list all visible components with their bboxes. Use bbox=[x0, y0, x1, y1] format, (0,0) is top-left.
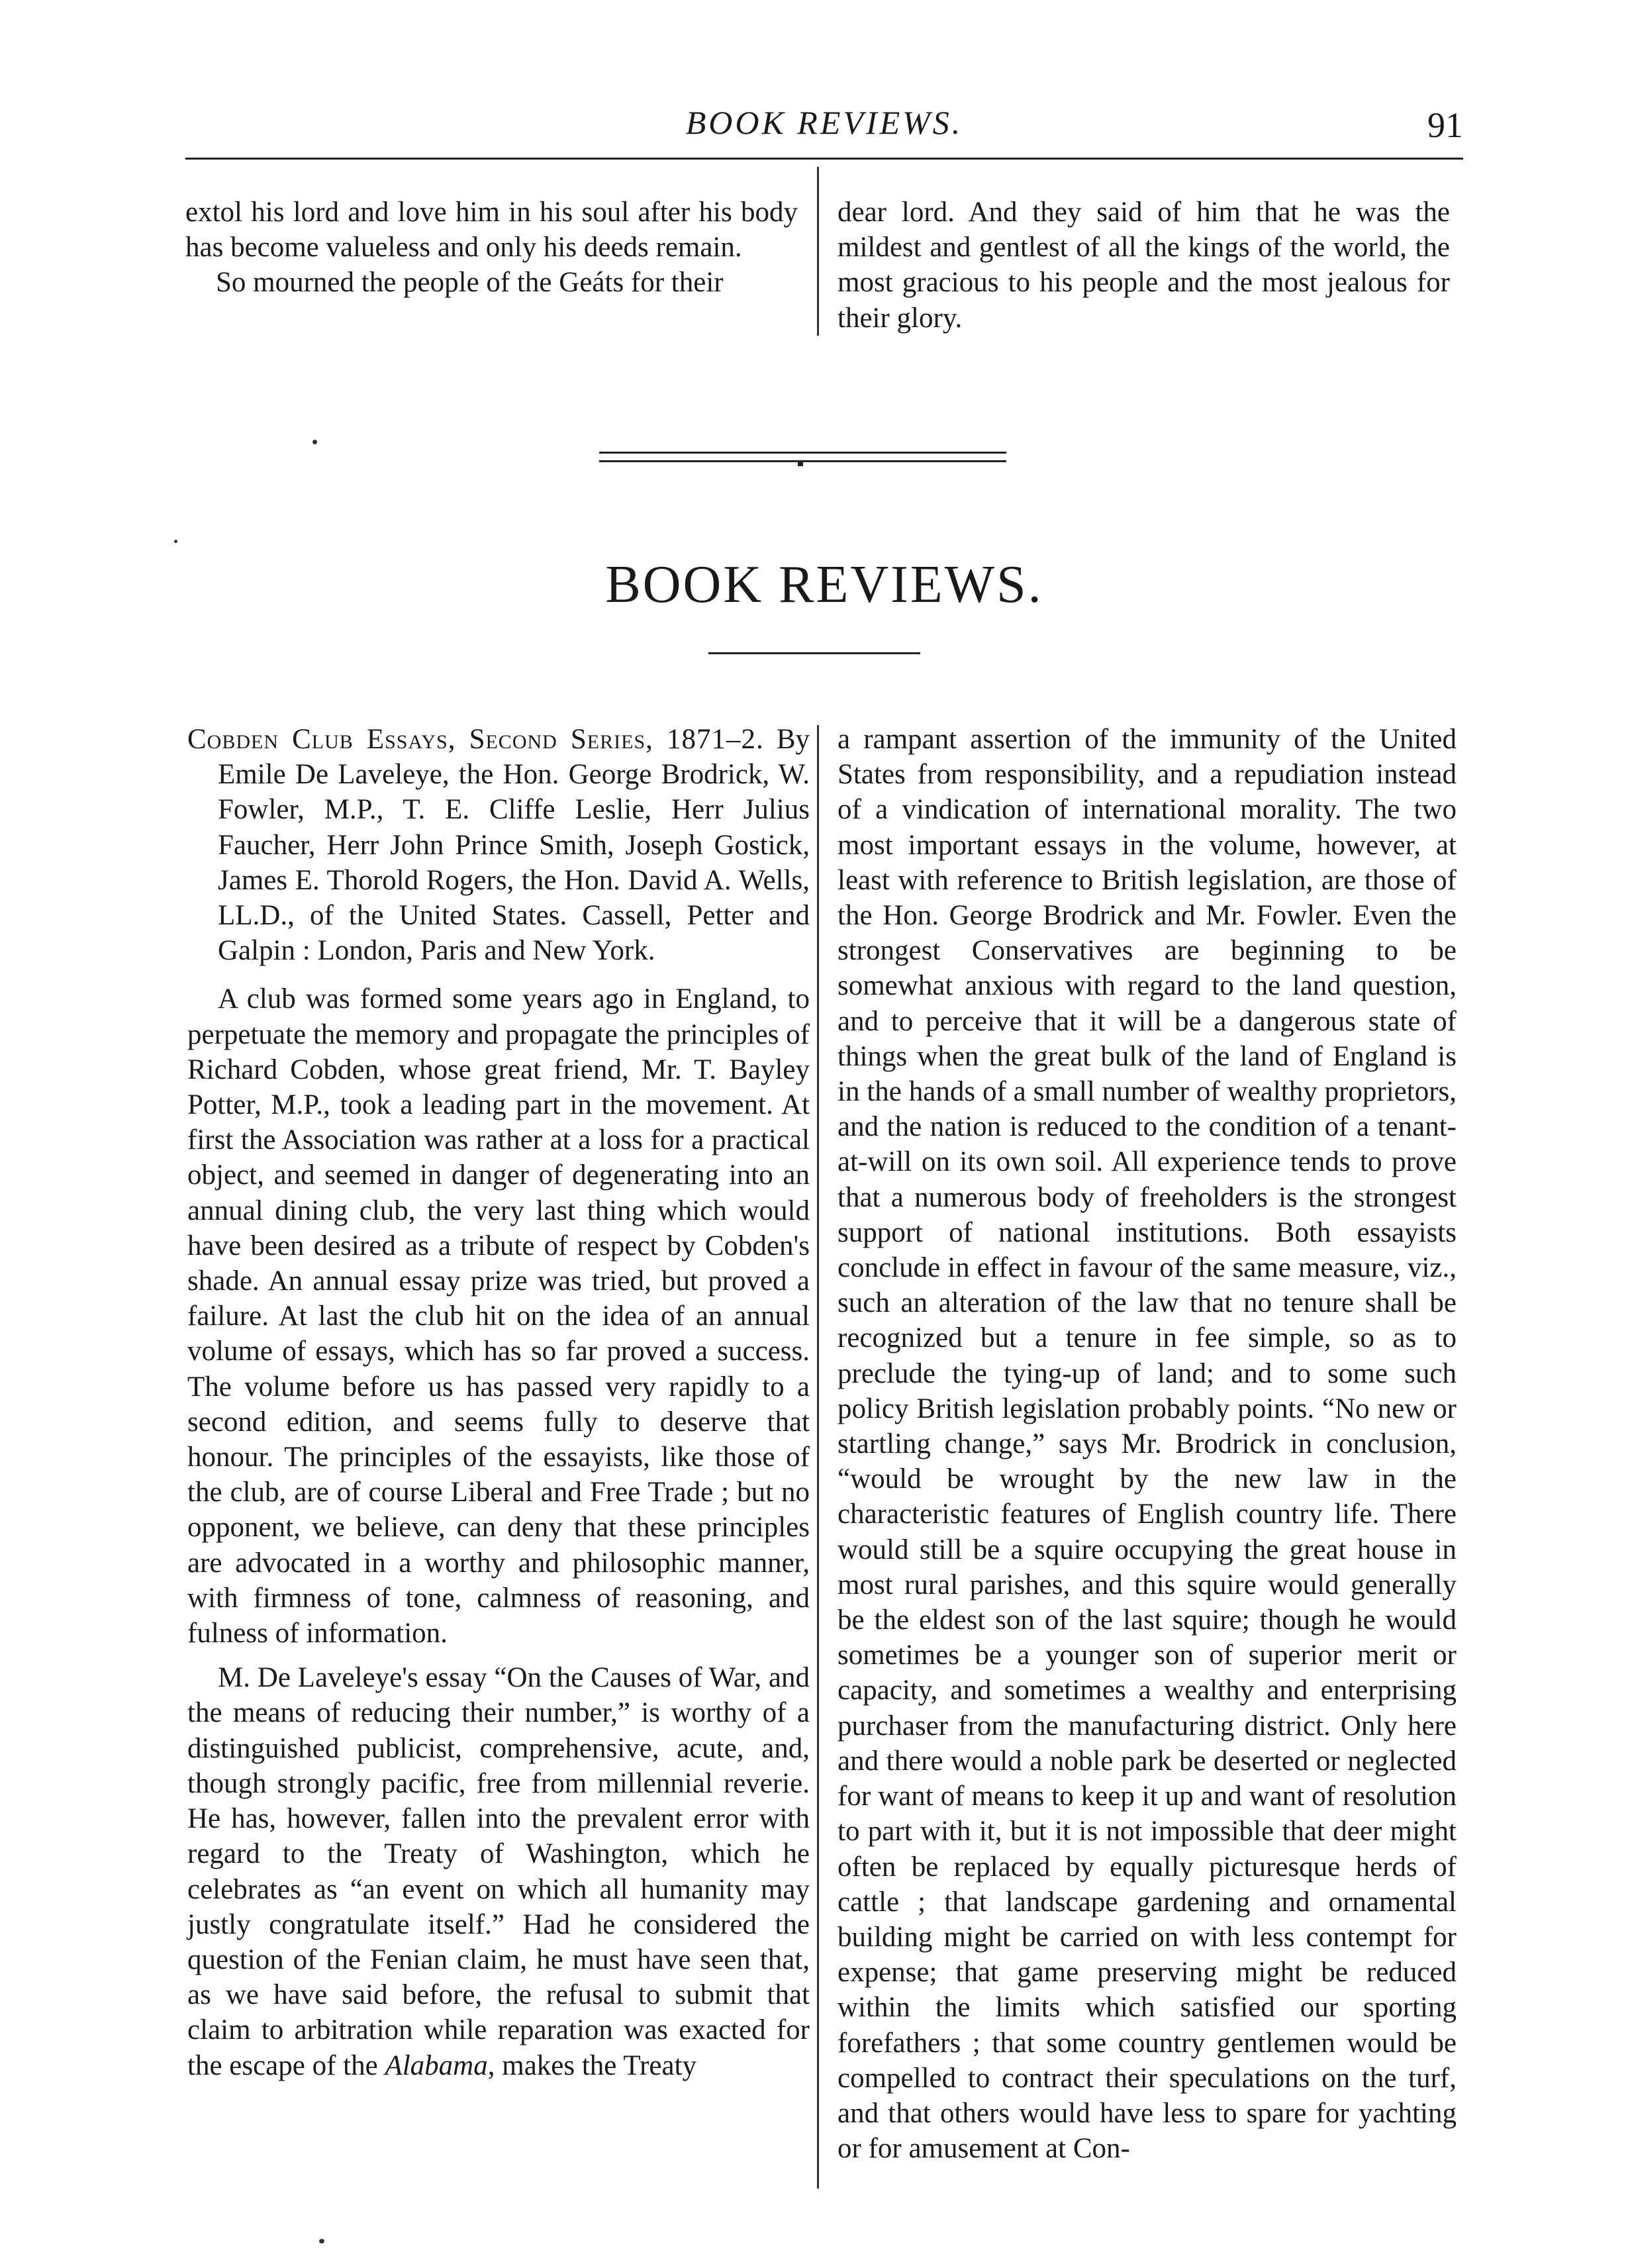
review-heading: Cobden Club Essays, Second Series, 1871–2. bbox=[187, 724, 764, 755]
review-right-column bbox=[838, 722, 1457, 2166]
top-right-column bbox=[838, 195, 1450, 336]
page-number: 91 bbox=[1427, 105, 1463, 145]
review-authors-publisher: By Emile De Laveleye, the Hon. George Brodrick, W. Fowler, M.P., T. E. Cliffe Leslie, Herr Julius Faucher, Herr John Prince Smith, Joseph Gostick, James E. Thorold Rogers, the Hon. David A. Wells, LL.D., of the United States. Cassell, Petter and Galpin : London, Paris and New York. bbox=[218, 724, 810, 967]
review-paragraph-continued: a rampant assertion of the immunity of the United States from responsibility, and a repudiation instead of a vindication of international morality. The two most important essays in the volume, however, at least with reference to British legislation, are those of the Hon. George Brodrick and Mr. Fowler. Even the strongest Conservatives are beginning to be somewhat anxious with regard to the land question, and to perceive that it will be a dangerous state of things when the great bulk of the land of England is in the hands of a small number of wealthy proprietors, and the nation is reduced to the condition of a tenant-at-will on its own soil. All experience tends to prove that a numerous body of freeholders is the strongest support of national institutions. Both essayists conclude in effect in favour of the same measure, viz., such an alteration of the law that no tenure shall be recognized but a tenure in fee simple, so as to preclude the tying-up of land; and to some such policy British legislation probably points. “No new or startling change,” says Mr. Brodrick in conclusion, “would be wrought by the new law in the characteristic features of English country life. There would still be a squire occupying the great house in most rural parishes, and this squire would generally be the eldest son of the last squire; though he would sometimes be a younger son of superior merit or capacity, and sometimes a wealthy and enterprising purchaser from the manufacturing district. Only here and there would a noble park be deserted or neglected for want of means to keep it up and want of resolution to part with it, but it is not impossible that deer might often be replaced by equally picturesque herds of cattle ; that landscape gardening and ornamental building might be carried on with less contempt for expense; that game preserving might be reduced within the limits which satisfied our sporting forefathers ; that some country gentlemen would be compelled to contract their speculations on the turf, and that others would have less to spare for yachting or for amusement at Con- bbox=[838, 724, 1457, 2165]
continued-paragraph: extol his lord and love him in his soul after his body has become valueless and only his deeds remain. bbox=[185, 197, 798, 264]
top-left-column bbox=[185, 195, 798, 301]
title-rule bbox=[708, 652, 920, 654]
header-rule bbox=[185, 158, 1463, 160]
print-speck bbox=[174, 540, 177, 543]
print-speck bbox=[319, 2239, 324, 2243]
review-left-column bbox=[187, 722, 810, 2083]
print-speck bbox=[312, 440, 317, 444]
review-paragraph-2: M. De Laveleye's essay “On the Causes of War, and the means of reducing their number,” is worthy of a distinguished publicist, comprehensive, acute, and, though strongly pacific, free from millennial reverie. He has, however, fallen into the prevalent error with regard to the Treaty of Washington, which he celebrates as “an event on which all humanity may justly congratulate itself.” Had he considered the question of the Fenian claim, he must have seen that, as we have said before, the refusal to submit that claim to arbitration while reparation was exacted for the escape of the Alabama, makes the Treaty bbox=[187, 1662, 810, 2081]
column-divider-main bbox=[817, 725, 819, 2189]
ship-name: Alabama bbox=[385, 2049, 488, 2081]
review-citation bbox=[187, 722, 810, 968]
section-title: BOOK REVIEWS. bbox=[605, 556, 1043, 614]
continued-paragraph-2: So mourned the people of the Geáts for their bbox=[216, 267, 724, 299]
running-head-title: BOOK REVIEWS. bbox=[685, 104, 963, 141]
column-divider-top bbox=[817, 167, 819, 336]
running-head bbox=[185, 99, 1463, 146]
section-ornament bbox=[599, 450, 1006, 465]
continued-paragraph-right: dear lord. And they said of him that he was the mildest and gentlest of all the kings of the world, the most gracious to his people and the most jealous for their glory. bbox=[838, 197, 1450, 334]
review-paragraph-1: A club was formed some years ago in England, to perpetuate the memory and propagate the principles of Richard Cobden, whose great friend, Mr. T. Bayley Potter, M.P., took a leading part in the movement. At first the Association was rather at a loss for a practical object, and seemed in danger of degenerating into an annual dining club, the very last thing which would have been desired as a tribute of respect by Cobden's shade. An annual essay prize was tried, but proved a failure. At last the club hit on the idea of an annual volume of essays, which has so far proved a success. The volume before us has passed very rapidly to a second edition, and seems fully to deserve that honour. The principles of the essayists, like those of the club, are of course Liberal and Free Trade ; but no opponent, we believe, can deny that these principles are advocated in a worthy and philosophic manner, with firmness of tone, calmness of reasoning, and fulness of information. bbox=[187, 983, 810, 1650]
